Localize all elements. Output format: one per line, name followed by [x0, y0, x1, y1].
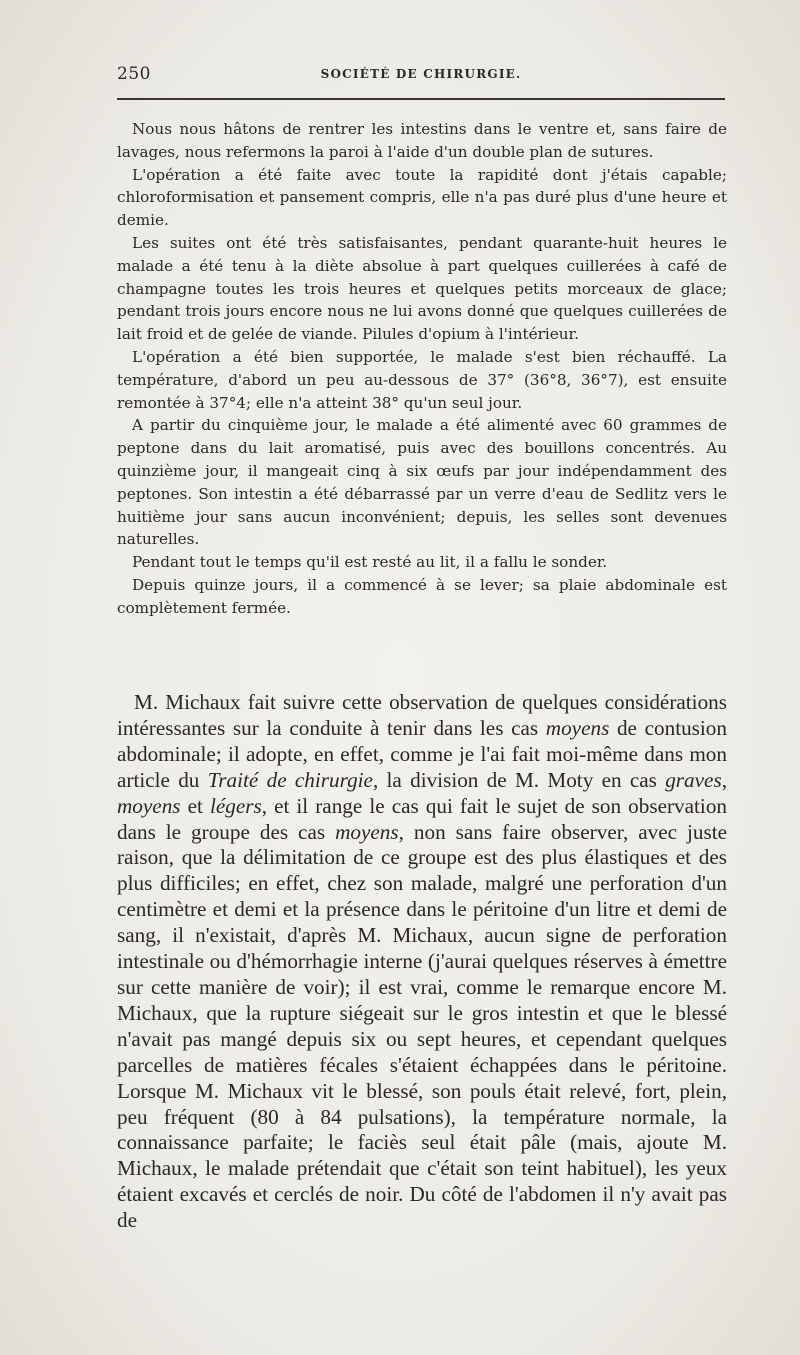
text-run: , la division de M. Moty en cas [372, 767, 666, 792]
paragraph: Les suites ont été très satisfaisantes, pendant quarante-huit heures le malade a été tenu à la diète absolue à part quelques cuillerées à café de champagne toutes les trois heures et quelques petits morceaux de glace; pendant trois jours encore nous ne lui avons donné que quelques cuillerées de lait froid et de gelée de viande. Pilules d'opium à l'intérieur. [117, 233, 727, 344]
text-run: , et il range le cas qui fait le sujet de son observation dans le groupe des cas [117, 793, 728, 844]
running-title: SOCIÉTÉ DE CHIRURGIE. [320, 67, 522, 81]
text-run: et [180, 793, 210, 818]
page-header [117, 64, 725, 88]
italic-term: moyens [117, 793, 181, 818]
commentary-paragraph [117, 690, 727, 1234]
commentary-text [117, 690, 727, 1234]
italic-term: moyens [335, 819, 399, 844]
paragraph: L'opération a été faite avec toute la rapidité dont j'étais capable; chloroformisation et pansement compris, elle n'a pas duré plus d'une heure et demie. [117, 165, 727, 230]
paragraph: Pendant tout le temps qu'il est resté au lit, il a fallu le sonder. [132, 553, 608, 572]
text-run: M. Michaux fait suivre cette observation de quelques considérations intéressantes sur la conduite à tenir dans les cas [117, 690, 727, 740]
italic-title: Traité de chirurgie [207, 767, 373, 792]
text-run: , non sans faire observer, avec juste raison, que la délimitation de ce groupe est des plus élastiques et des plus difficiles; en effet, chez son malade, malgré une perforation d'un centimètre et demi et la présence dans le péritoine d'un litre et demi de sang, il n'existait, d'après M. Michaux, aucun signe de perforation intestinale ou d'hémorrhagie interne (j'aurai quelques réserves à émettre sur cette manière de voir); il est vrai, comme le remarque encore M. Michaux, que la rupture siégeait sur le gros intestin et que le blessé n'avait pas mangé depuis six ou sept heures, et cependant quelques parcelles de matières fécales s'étaient échappées dans le péritoine. Lorsque M. Michaux vit le blessé, son pouls était relevé, fort, plein, peu fréquent (80 à 84 pulsations), la température normale, la connaissance parfaite; le faciès seul était pâle (mais, ajoute M. Michaux, le malade prétendait que c'était son teint habituel), les yeux étaient excavés et cerclés de noir. Du côté de l'abdomen il n'y avait pas de [117, 819, 727, 1233]
paragraph: L'opération a été bien supportée, le malade s'est bien réchauffé. La température, d'abord un peu au-dessous de 37° (36°8, 36°7), est ensuite remontée à 37°4; elle n'a atteint 38° qu'un seul jour. [117, 347, 727, 412]
italic-term: graves [665, 767, 722, 792]
page-number: 250 [117, 64, 151, 84]
paragraph: Nous nous hâtons de rentrer les intestins dans le ventre et, sans faire de lavages, nous refermons la paroi à l'aide d'un double plan de sutures. [117, 120, 727, 161]
observation-text [117, 118, 727, 620]
paragraph: A partir du cinquième jour, le malade a été alimenté avec 60 grammes de peptone dans du lait aromatisé, puis avec des bouillons concentrés. Au quinzième jour, il mangeait cinq à six œufs par jour indépendamment des peptones. Son intestin a été débarrassé par un verre d'eau de Sedlitz vers le huitième jour sans aucun inconvénient; depuis, les selles sont devenues naturelles. [117, 416, 727, 549]
header-rule [117, 98, 725, 100]
text-run: , [721, 767, 727, 792]
paragraph: Depuis quinze jours, il a commencé à se lever; sa plaie abdominale est complètement fermée. [117, 575, 727, 617]
italic-term: légers [209, 793, 262, 818]
italic-term: moyens [545, 715, 610, 740]
text-run: de contusion abdominale; il adopte, en effet, comme je l'ai fait moi-même dans mon article du [117, 715, 727, 792]
